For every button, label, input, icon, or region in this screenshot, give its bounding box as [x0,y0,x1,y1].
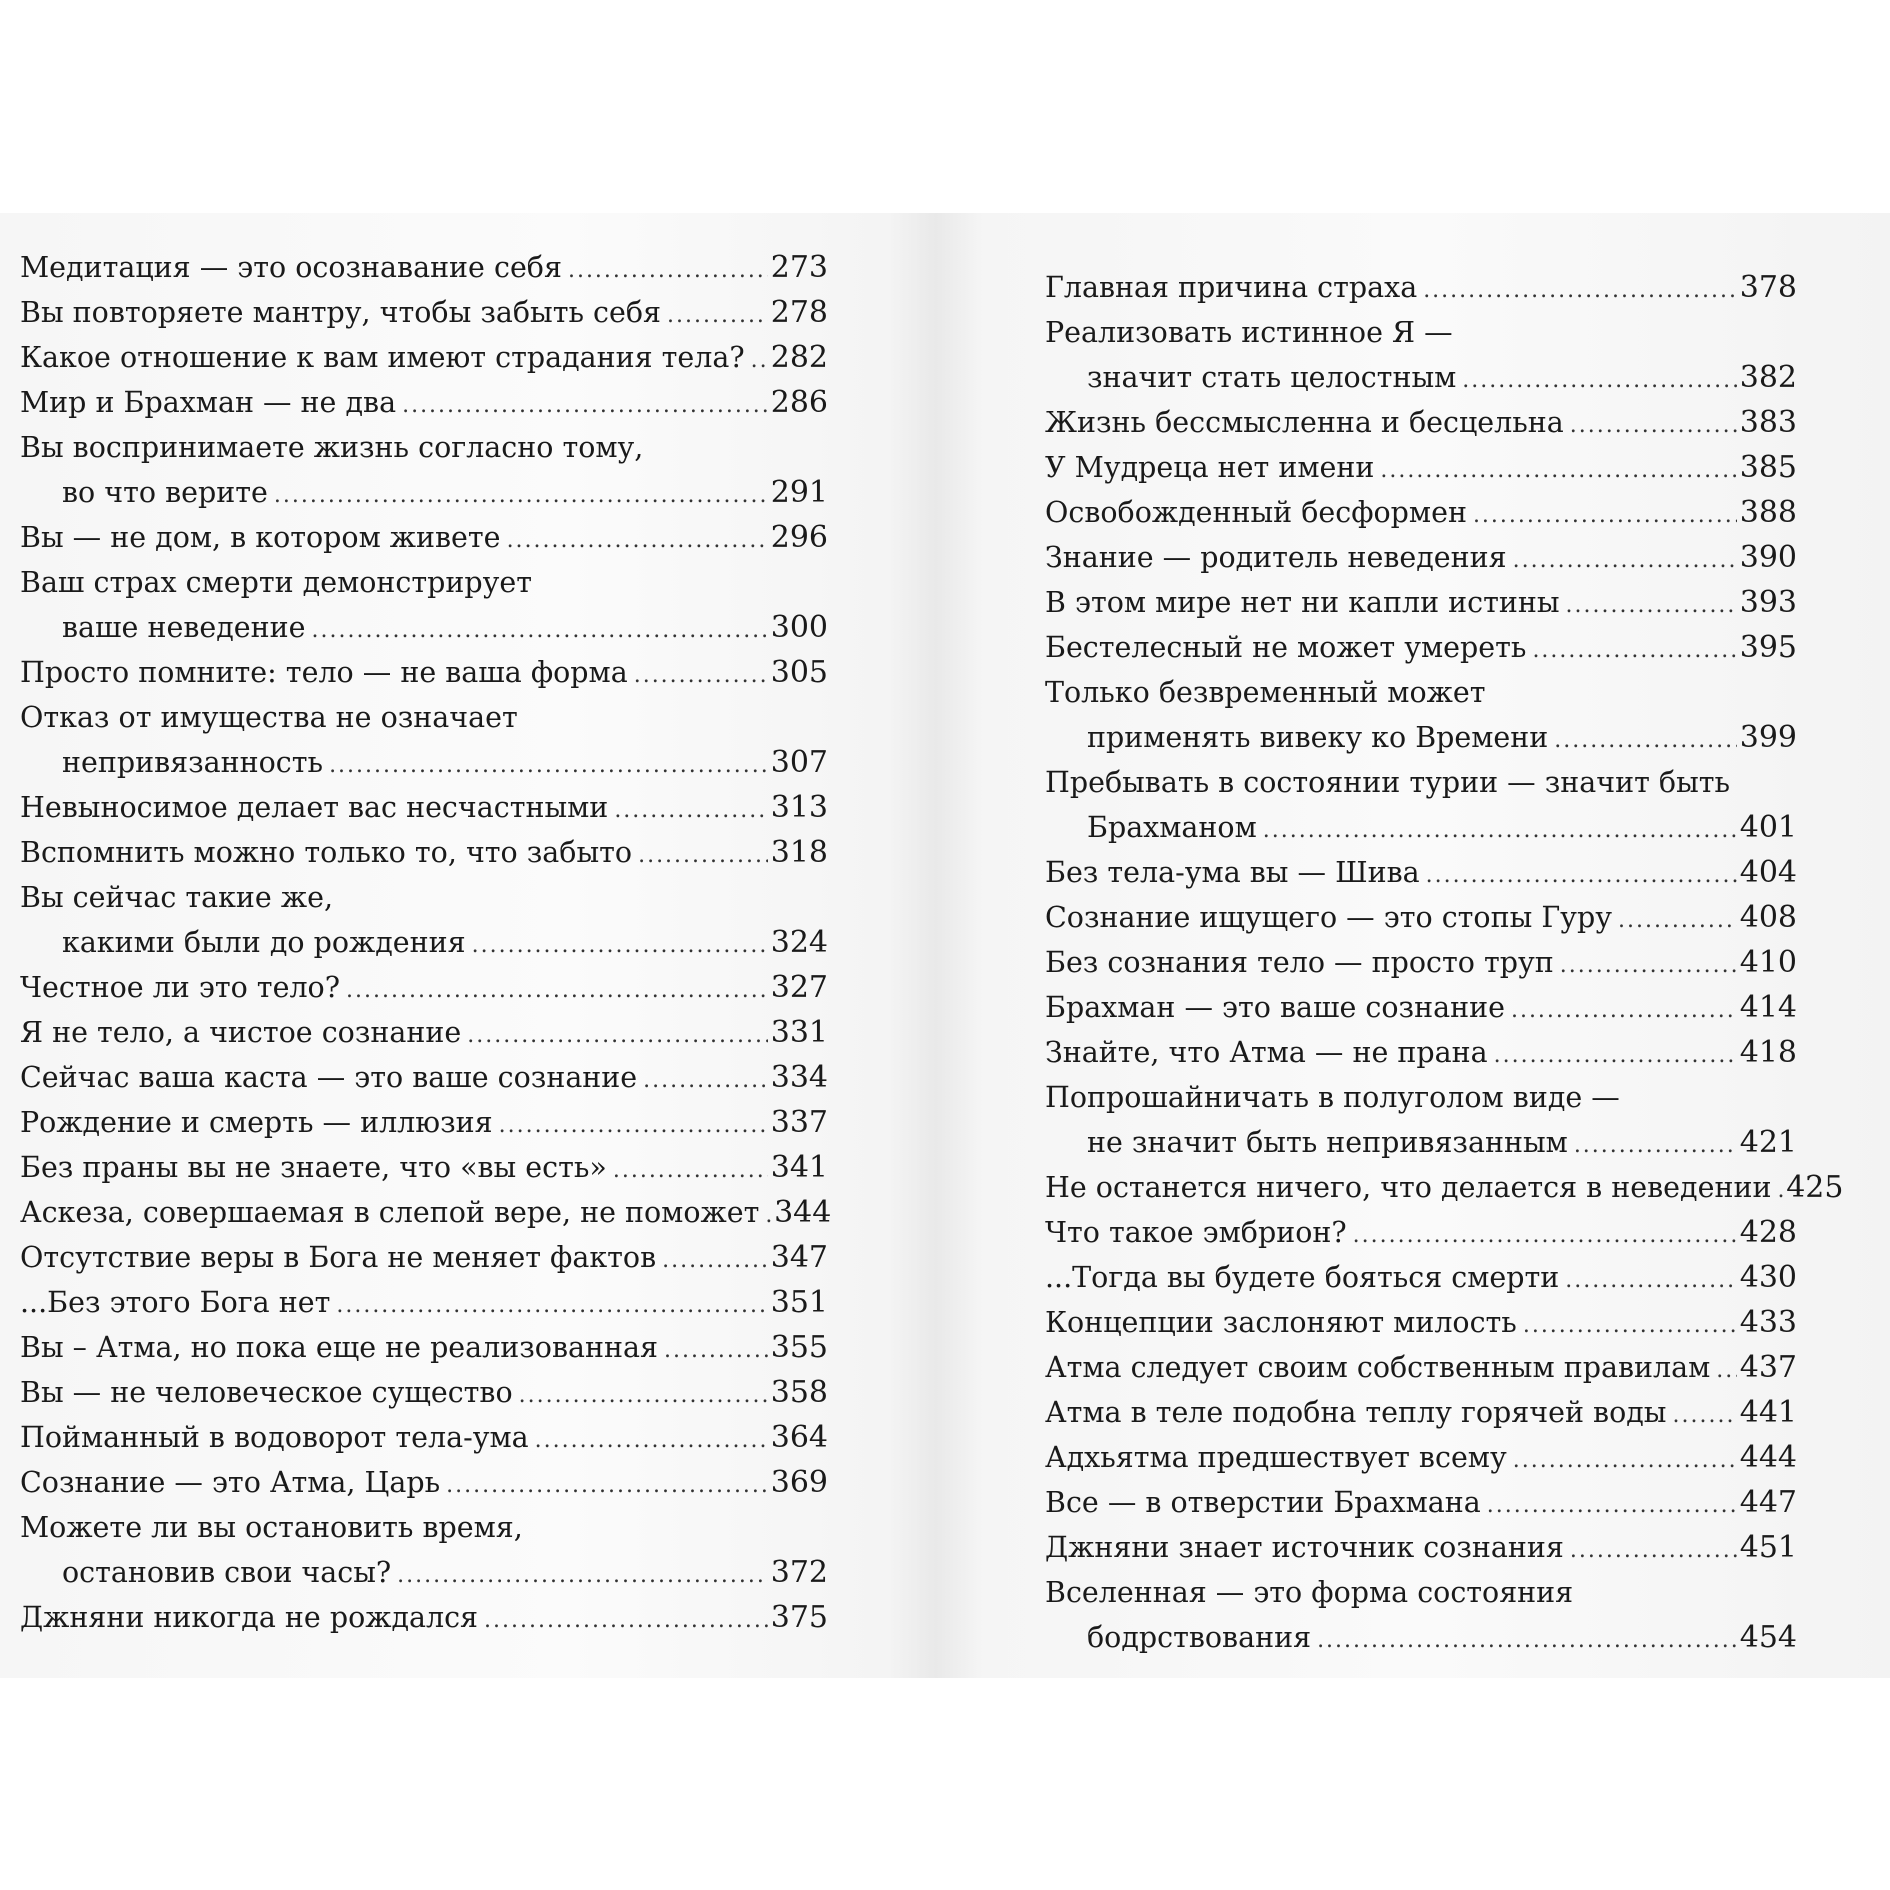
toc-page-number: 300 [770,610,828,645]
toc-entry [1045,1345,1797,1390]
toc-entry-line [20,1280,828,1325]
toc-entry-line [1045,400,1797,445]
toc-entry [1045,535,1797,580]
toc-entry [20,785,828,830]
toc-entry-title: В этом мире нет ни капли истины [1045,586,1560,619]
toc-entry [20,1505,828,1595]
toc-page-number: 410 [1739,945,1797,980]
toc-entry [20,1325,828,1370]
toc-page-number: 355 [770,1330,828,1365]
toc-page-number: 375 [770,1600,828,1635]
dot-leader [562,248,768,293]
toc-entry-title: Брахманом [1087,811,1257,844]
toc-entry-line [1045,1075,1797,1120]
toc-entry [1045,940,1797,985]
toc-entry [20,1370,828,1415]
toc-entry-line [20,380,828,425]
toc-page-number: 282 [770,340,828,375]
toc-entry-title: Реализовать истинное Я — [1045,316,1453,349]
dot-leader [478,1598,768,1643]
toc-entry-line [20,335,828,380]
toc-entry [1045,1165,1844,1210]
toc-page-number: 428 [1739,1215,1797,1250]
dot-leader [1564,1528,1737,1573]
dot-leader [1710,1348,1737,1393]
toc-entry-line [1045,355,1797,400]
dot-leader [1456,358,1737,403]
dot-leader [1554,943,1737,988]
toc-entry-title: не значит быть непривязанным [1087,1126,1568,1159]
dot-leader [396,383,768,428]
toc-entry-line [1045,490,1797,535]
toc-entry-line [20,1235,828,1280]
toc-page-number: 399 [1739,720,1797,755]
toc-page-number: 444 [1739,1440,1797,1475]
toc-entry [1045,1255,1797,1300]
dot-leader [1257,808,1737,853]
dot-leader [1374,448,1737,493]
toc-page-number: 393 [1739,585,1797,620]
toc-entry-line [20,1325,828,1370]
toc-page-number: 364 [770,1420,828,1455]
toc-page-number: 305 [770,655,828,690]
toc-entry-line [1045,760,1797,805]
dot-leader [306,608,768,653]
toc-entry-line [20,1145,828,1190]
toc-page-number: 414 [1739,990,1797,1025]
toc-entry-title: Без праны вы не знаете, что «вы есть» [20,1151,607,1184]
toc-entry-line [1045,1210,1797,1255]
toc-entry-line [1045,265,1797,310]
dot-leader [1560,583,1737,628]
toc-entry-title: У Мудреца нет имени [1045,451,1375,484]
toc-page-number: 341 [770,1150,828,1185]
toc-entry [20,560,828,650]
toc-page-number: 388 [1739,495,1797,530]
toc-page-number: 331 [770,1015,828,1050]
dot-leader [759,1193,771,1238]
toc-entry-title: Что такое эмбрион? [1045,1216,1347,1249]
toc-entry-title: остановив свои часы? [62,1556,392,1589]
toc-entry-title: Главная причина страха [1045,271,1418,304]
toc-entry-line [20,290,828,335]
toc-entry-title: Вы – Атма, но пока еще не реализованная [20,1331,658,1364]
toc-entry-title: Все — в отверстии Брахмана [1045,1486,1481,1519]
toc-entry-line [1045,580,1797,625]
toc-entry-title: Знайте, что Атма — не прана [1045,1036,1488,1069]
toc-page-number: 313 [770,790,828,825]
toc-entry-line [1045,625,1797,670]
toc-entry-title: непривязанность [62,746,324,779]
toc-page-number: 385 [1739,450,1797,485]
dot-leader [461,1013,768,1058]
toc-entry-line [1045,1300,1797,1345]
toc-page-number: 401 [1739,810,1797,845]
toc-entry-title: Атма в теле подобна теплу горячей воды [1045,1396,1667,1429]
toc-entry [1045,580,1797,625]
dot-leader [1771,1168,1783,1213]
toc-entry [1045,1390,1797,1435]
dot-leader [661,293,768,338]
toc-entry [20,380,828,425]
dot-leader [1420,853,1737,898]
toc-page-number: 378 [1739,270,1797,305]
toc-entry-title: Только безвременный может [1045,676,1486,709]
dot-leader [466,923,768,968]
toc-entry-line [20,1100,828,1145]
toc-page-number: 347 [770,1240,828,1275]
toc-entry-line [1045,850,1797,895]
toc-entry-line [1045,805,1797,850]
toc-entry-line [20,1550,828,1595]
toc-entry-title: Брахман — это ваше сознание [1045,991,1505,1024]
toc-entry-title: ваше неведение [62,611,306,644]
toc-entry-title: Отказ от имущества не означает [20,701,518,734]
toc-entry-line [20,470,828,515]
toc-entry [1045,1300,1797,1345]
dot-leader [1481,1483,1737,1528]
toc-entry-title: Честное ли это тело? [20,971,340,1004]
dot-leader [1347,1213,1737,1258]
toc-entry-line [20,515,828,560]
toc-entry [1045,1525,1797,1570]
toc-page-number: 344 [774,1195,832,1230]
toc-entry [20,1235,828,1280]
toc-entry-title: Просто помните: тело — не ваша форма [20,656,628,689]
toc-entry-line [20,560,828,605]
dot-leader [1505,988,1737,1033]
toc-entry [20,1055,828,1100]
dot-leader [632,833,768,878]
toc-page-number: 291 [770,475,828,510]
toc-entry [20,875,828,965]
toc-page-number: 390 [1739,540,1797,575]
toc-entry-title: Не останется ничего, что делается в неведении [1045,1171,1772,1204]
toc-entry-line [20,1595,828,1640]
toc-entry-title: Аскеза, совершаемая в слепой вере, не поможет [20,1196,760,1229]
toc-entry-title: применять вивеку ко Времени [1087,721,1549,754]
dot-leader [323,743,768,788]
toc-page-number: 395 [1739,630,1797,665]
toc-entry [1045,895,1797,940]
dot-leader [608,788,768,833]
toc-entry [20,695,828,785]
toc-entry [20,290,828,335]
toc-entry [20,1100,828,1145]
dot-leader [1564,403,1737,448]
toc-entry-title: Вы сейчас такие же, [20,881,333,914]
toc-entry-title: Концепции заслоняют милость [1045,1306,1517,1339]
toc-entry-line [20,245,828,290]
toc-entry [1045,310,1797,400]
toc-entry-title: Пребывать в состоянии турии — значит быть [1045,766,1731,799]
toc-page-number: 421 [1739,1125,1797,1160]
dot-leader [513,1373,768,1418]
toc-entry-title: Попрошайничать в полуголом виде — [1045,1081,1620,1114]
toc-entry-title: Знание — родитель неведения [1045,541,1507,574]
dot-leader [340,968,768,1013]
dot-leader [1517,1303,1737,1348]
toc-page-number: 337 [770,1105,828,1140]
toc-entry-line [1045,940,1797,985]
toc-entry [1045,850,1797,895]
toc-entry [20,1460,828,1505]
toc-entry-title: Можете ли вы остановить время, [20,1511,523,1544]
toc-entry-title: во что верите [62,476,268,509]
toc-entry-line [1045,1255,1797,1300]
toc-entry [1045,625,1797,670]
toc-list-left [20,245,832,1640]
toc-entry-title: Отсутствие веры в Бога не меняет фактов [20,1241,657,1274]
toc-entry [1045,1480,1797,1525]
dot-leader [440,1463,768,1508]
toc-entry [20,965,828,1010]
toc-entry-line [1045,895,1797,940]
toc-entry [1045,1030,1797,1075]
toc-entry [1045,670,1797,760]
toc-entry-title: Без сознания тело — просто труп [1045,946,1554,979]
toc-entry-line [20,425,828,470]
toc-entry-title: Ваш страх смерти демонстрирует [20,566,532,599]
toc-entry-title: ...Тогда вы будете бояться смерти [1045,1261,1560,1294]
toc-entry-line [20,965,828,1010]
dot-leader [529,1418,768,1463]
toc-page-number: 408 [1739,900,1797,935]
toc-entry-title: Какое отношение к вам имеют страдания тела? [20,341,745,374]
toc-entry-line [1045,1570,1797,1615]
toc-entry-title: Сознание ищущего — это стопы Гуру [1045,901,1612,934]
toc-entry-line [1045,985,1797,1030]
toc-entry-title: Жизнь бессмысленна и бесцельна [1045,406,1564,439]
toc-entry-title: Без тела-ума вы — Шива [1045,856,1420,889]
toc-entry-title: бодрствования [1087,1621,1312,1654]
toc-page-number: 437 [1739,1350,1797,1385]
toc-page-number: 454 [1739,1620,1797,1655]
toc-page-number: 286 [770,385,828,420]
toc-entry [20,1280,828,1325]
toc-page-number: 273 [770,250,828,285]
toc-entry-line [1045,715,1797,760]
toc-entry [20,650,828,695]
toc-entry-line [1045,670,1797,715]
toc-entry-line [1045,1345,1797,1390]
toc-entry-title: Бестелесный не может умереть [1045,631,1527,664]
toc-entry-line [20,1460,828,1505]
toc-entry-title: Я не тело, а чистое сознание [20,1016,462,1049]
toc-entry-line [1045,1165,1844,1210]
toc-entry [20,830,828,875]
toc-entry [20,1595,828,1640]
toc-entry-line [1045,1615,1797,1660]
dot-leader [501,518,768,563]
toc-entry [1045,760,1797,850]
toc-entry [1045,265,1797,310]
toc-page-number: 296 [770,520,828,555]
toc-entry-line [20,1190,832,1235]
dot-leader [1507,538,1737,583]
toc-page-number: 433 [1739,1305,1797,1340]
toc-entry [20,245,828,290]
toc-entry-line [1045,1030,1797,1075]
dot-leader [637,1058,768,1103]
toc-entry [20,1010,828,1055]
dot-leader [1417,268,1737,313]
dot-leader [330,1283,768,1328]
toc-entry-title: Сейчас ваша каста — это ваше сознание [20,1061,638,1094]
toc-entry [1045,1570,1797,1660]
toc-entry-title: Освобожденный бесформен [1045,496,1467,529]
toc-page-number: 358 [770,1375,828,1410]
toc-entry [1045,400,1797,445]
right-page [945,213,1890,1678]
toc-entry-title: Вспомнить можно только то, что забыто [20,836,633,869]
toc-page-number: 307 [770,745,828,780]
dot-leader [493,1103,768,1148]
toc-page-number: 278 [770,295,828,330]
toc-page-number: 383 [1739,405,1797,440]
toc-entry-title: Медитация — это осознавание себя [20,251,562,284]
toc-page-number: 334 [770,1060,828,1095]
toc-page-number: 351 [770,1285,828,1320]
dot-leader [1467,493,1737,538]
toc-entry-line [20,1010,828,1055]
toc-entry-title: ...Без этого Бога нет [20,1286,331,1319]
dot-leader [628,653,768,698]
toc-entry-line [1045,1390,1797,1435]
toc-entry-title: Сознание — это Атма, Царь [20,1466,441,1499]
dot-leader [1526,628,1737,673]
toc-entry-line [20,875,828,920]
dot-leader [658,1328,768,1373]
toc-entry [1045,1210,1797,1255]
toc-page-number: 369 [770,1465,828,1500]
toc-entry [20,1145,828,1190]
toc-entry-line [1045,1435,1797,1480]
toc-entry-title: Вы повторяете мантру, чтобы забыть себя [20,296,661,329]
toc-page-number: 324 [770,925,828,960]
toc-page-number: 418 [1739,1035,1797,1070]
dot-leader [1488,1033,1737,1078]
dot-leader [745,338,768,383]
toc-entry [20,335,828,380]
toc-entry-title: Вы воспринимаете жизнь согласно тому, [20,431,644,464]
toc-entry-title: Джняни никогда не рождался [20,1601,479,1634]
toc-entry-line [20,695,828,740]
dot-leader [1559,1258,1737,1303]
left-page [0,213,945,1678]
toc-page-number: 447 [1739,1485,1797,1520]
toc-entry-line [1045,535,1797,580]
toc-entry-line [20,1370,828,1415]
dot-leader [1666,1393,1737,1438]
toc-entry [1045,1435,1797,1480]
toc-page-number: 425 [1786,1170,1844,1205]
toc-entry-line [1045,1120,1797,1165]
dot-leader [607,1148,768,1193]
toc-entry-title: какими были до рождения [62,926,466,959]
toc-entry-line [1045,1480,1797,1525]
toc-entry [20,1415,828,1460]
toc-list-right [1045,265,1844,1660]
toc-entry-line [20,920,828,965]
toc-entry-line [20,740,828,785]
dot-leader [1507,1438,1737,1483]
toc-page-number: 327 [770,970,828,1005]
toc-entry-title: Вы — не дом, в котором живете [20,521,501,554]
dot-leader [1568,1123,1737,1168]
toc-entry [1045,490,1797,535]
toc-entry-title: Вы — не человеческое существо [20,1376,513,1409]
dot-leader [1612,898,1737,943]
toc-page-number: 451 [1739,1530,1797,1565]
toc-page-number: 441 [1739,1395,1797,1430]
dot-leader [656,1238,768,1283]
toc-entry [1045,1075,1797,1165]
toc-entry-title: Атма следует своим собственным правилам [1045,1351,1711,1384]
toc-entry-title: Джняни знает источник сознания [1045,1531,1564,1564]
toc-entry-line [20,605,828,650]
toc-entry-line [20,1055,828,1100]
toc-entry [20,425,828,515]
toc-entry-line [20,785,828,830]
toc-page-number: 430 [1739,1260,1797,1295]
toc-entry-title: значит стать целостным [1087,361,1457,394]
book-spread [0,213,1890,1678]
toc-entry [1045,445,1797,490]
toc-page-number: 372 [770,1555,828,1590]
toc-entry-line [20,1415,828,1460]
dot-leader [1548,718,1737,763]
toc-entry [1045,985,1797,1030]
toc-entry [20,515,828,560]
toc-entry-line [20,830,828,875]
toc-entry-line [1045,1525,1797,1570]
toc-page-number: 318 [770,835,828,870]
dot-leader [1311,1618,1737,1663]
toc-page-number: 382 [1739,360,1797,395]
toc-entry-title: Мир и Брахман — не два [20,386,397,419]
toc-entry-title: Вселенная — это форма состояния [1045,1576,1574,1609]
toc-entry-title: Невыносимое делает вас несчастными [20,791,609,824]
toc-entry [20,1190,832,1235]
toc-entry-line [1045,310,1797,355]
toc-entry-title: Пойманный в водоворот тела-ума [20,1421,529,1454]
toc-page-number: 404 [1739,855,1797,890]
toc-entry-line [20,650,828,695]
toc-entry-title: Адхьятма предшествует всему [1045,1441,1507,1474]
toc-entry-line [1045,445,1797,490]
dot-leader [391,1553,768,1598]
dot-leader [268,473,768,518]
toc-entry-line [20,1505,828,1550]
toc-entry-title: Рождение и смерть — иллюзия [20,1106,493,1139]
